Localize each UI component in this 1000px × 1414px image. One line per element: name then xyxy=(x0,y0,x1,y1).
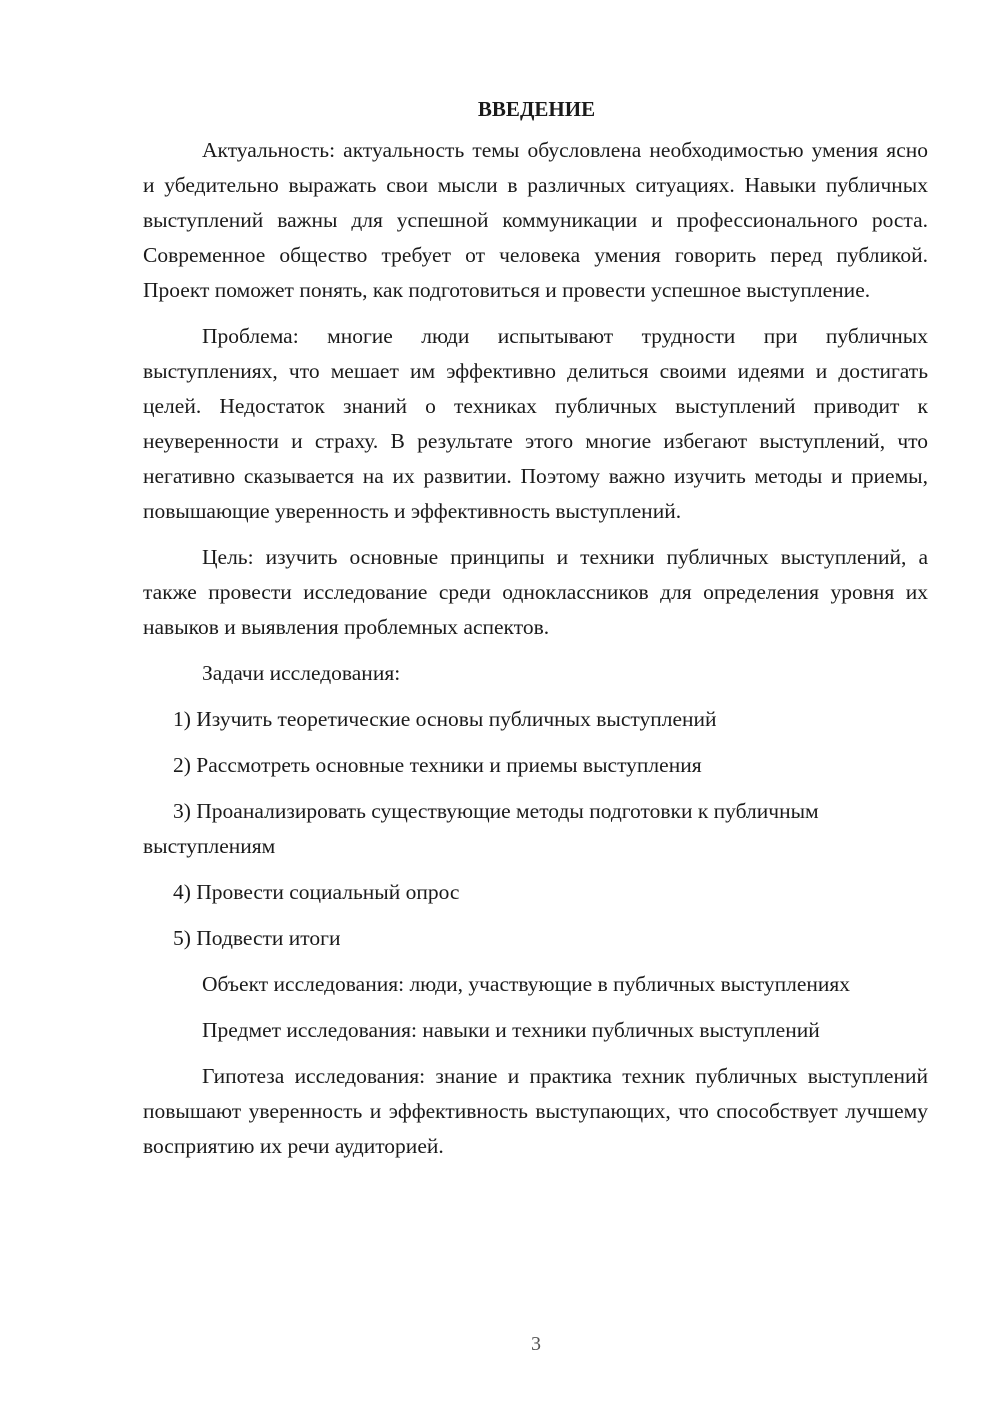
paragraph-relevance: Актуальность: актуальность темы обусловлена необходимостью умения ясно и убедительно выражать свои мысли в различных ситуациях. Навыки публичных выступлений важны для успешной коммуникации и профессионального роста. Современное общество требует от человека умения говорить перед публикой. Проект поможет понять, как подготовиться и провести успешное выступление. xyxy=(143,138,928,302)
paragraph-goal: Цель: изучить основные принципы и техники публичных выступлений, а также провести исследование среди одноклассников для определения уровня их навыков и выявления проблемных аспектов. xyxy=(143,545,928,639)
task-item-5: 5) Подвести итоги xyxy=(173,926,341,950)
page-number: 3 xyxy=(531,1333,541,1355)
paragraph-object: Объект исследования: люди, участвующие в публичных выступлениях xyxy=(202,972,851,996)
task-item-1: 1) Изучить теоретические основы публичных выступлений xyxy=(173,707,717,731)
task-item-2: 2) Рассмотреть основные техники и приемы выступления xyxy=(173,753,702,777)
section-title: ВВЕДЕНИЕ xyxy=(477,97,596,121)
paragraph-hypothesis: Гипотеза исследования: знание и практика техник публичных выступлений повышают уверенность и эффективность выступающих, что способствует лучшему восприятию их речи аудиторией. xyxy=(143,1064,928,1158)
document-page xyxy=(143,92,928,1175)
paragraph-tasks-heading: Задачи исследования: xyxy=(202,661,401,685)
paragraph-subject: Предмет исследования: навыки и техники публичных выступлений xyxy=(202,1018,820,1042)
task-item-4: 4) Провести социальный опрос xyxy=(173,880,460,904)
paragraph-problem: Проблема: многие люди испытывают трудности при публичных выступлениях, что мешает им эффективно делиться своими идеями и достигать целей. Недостаток знаний о техниках публичных выступлений приводит к неуверенности и страху. В результате этого многие избегают выступлений, что негативно сказывается на их развитии. Поэтому важно изучить методы и приемы, повышающие уверенность и эффективность выступлений. xyxy=(143,324,928,523)
task-item-3: 3) Проанализировать существующие методы подготовки к публичным выступлениям xyxy=(143,799,819,858)
